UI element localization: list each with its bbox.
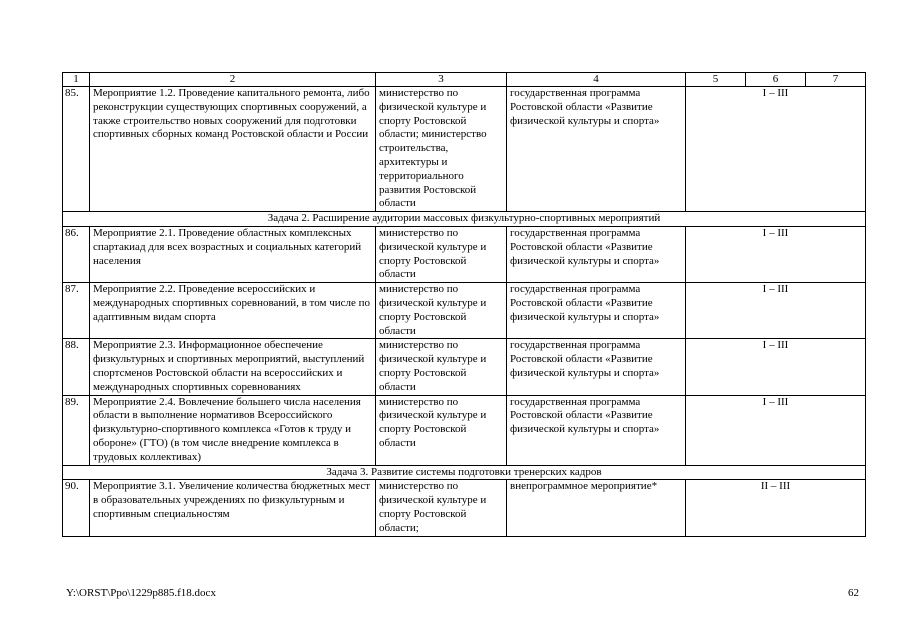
period-cell: I – III xyxy=(686,339,866,395)
executor-cell: министерство по физической культуре и спорту Ростовской области xyxy=(376,283,507,339)
task-heading: Задача 2. Расширение аудитории массовых физкультурно-спортивных мероприятий xyxy=(63,212,866,227)
header-cell-2: 2 xyxy=(90,73,376,87)
events-table xyxy=(62,72,866,537)
table-row xyxy=(63,339,866,395)
task-heading: Задача 3. Развитие системы подготовки тренерских кадров xyxy=(63,465,866,480)
program-cell: государственная программа Ростовской области «Развитие физической культуры и спорта» xyxy=(507,395,686,465)
period-cell: I – III xyxy=(686,226,866,282)
header-cell-3: 3 xyxy=(376,73,507,87)
row-number: 90. xyxy=(63,480,90,536)
event-cell: Мероприятие 3.1. Увеличение количества бюджетных мест в образовательных учреждениях по физкультурным и спортивным специальностям xyxy=(90,480,376,536)
period-cell: I – III xyxy=(686,283,866,339)
table-row xyxy=(63,395,866,465)
executor-cell: министерство по физической культуре и спорту Ростовской области xyxy=(376,339,507,395)
event-cell: Мероприятие 2.2. Проведение всероссийских и международных спортивных соревнований, в том числе по адаптивным видам спорта xyxy=(90,283,376,339)
executor-cell: министерство по физической культуре и спорту Ростовской области; министерство строительства, архитектуры и территориального развития Ростовской области xyxy=(376,87,507,212)
row-number: 89. xyxy=(63,395,90,465)
row-number: 85. xyxy=(63,87,90,212)
header-cell-7: 7 xyxy=(806,73,866,87)
executor-cell: министерство по физической культуре и спорту Ростовской области; xyxy=(376,480,507,536)
period-cell: I – III xyxy=(686,395,866,465)
event-cell: Мероприятие 1.2. Проведение капитального ремонта, либо реконструкции существующих спортивных сооружений, а также строительство новых сооружений для подготовки спортивных сборных команд Ростовской области и России xyxy=(90,87,376,212)
footer-file-path: Y:\ORST\Ppo\1229p885.f18.docx xyxy=(66,587,216,599)
task-heading-row xyxy=(63,465,866,480)
program-cell: государственная программа Ростовской области «Развитие физической культуры и спорта» xyxy=(507,226,686,282)
executor-cell: министерство по физической культуре и спорту Ростовской области xyxy=(376,226,507,282)
row-number: 88. xyxy=(63,339,90,395)
footer-page-number: 62 xyxy=(848,587,859,599)
table-row xyxy=(63,283,866,339)
row-number: 86. xyxy=(63,226,90,282)
program-cell: государственная программа Ростовской области «Развитие физической культуры и спорта» xyxy=(507,87,686,212)
executor-cell: министерство по физической культуре и спорту Ростовской области xyxy=(376,395,507,465)
event-cell: Мероприятие 2.4. Вовлечение большего числа населения области в выполнение нормативов Всероссийского физкультурно-спортивного комплекса «Готов к труду и обороне» (ГТО) (в том числе внедрение комплекса в трудовых коллективах) xyxy=(90,395,376,465)
period-cell: I – III xyxy=(686,87,866,212)
event-cell: Мероприятие 2.3. Информационное обеспечение физкультурных и спортивных мероприятий, выступлений спортсменов Ростовской области на всероссийских и международных спортивных соревнованиях xyxy=(90,339,376,395)
program-cell: государственная программа Ростовской области «Развитие физической культуры и спорта» xyxy=(507,339,686,395)
program-cell: государственная программа Ростовской области «Развитие физической культуры и спорта» xyxy=(507,283,686,339)
row-number: 87. xyxy=(63,283,90,339)
table-header-row xyxy=(63,73,866,87)
header-cell-6: 6 xyxy=(746,73,806,87)
header-cell-4: 4 xyxy=(507,73,686,87)
program-cell: внепрограммное мероприятие* xyxy=(507,480,686,536)
header-cell-5: 5 xyxy=(686,73,746,87)
event-cell: Мероприятие 2.1. Проведение областных комплексных спартакиад для всех возрастных и социальных категорий населения xyxy=(90,226,376,282)
table-row xyxy=(63,87,866,212)
task-heading-row xyxy=(63,212,866,227)
table-row xyxy=(63,226,866,282)
period-cell: II – III xyxy=(686,480,866,536)
header-cell-1: 1 xyxy=(63,73,90,87)
table-row xyxy=(63,480,866,536)
